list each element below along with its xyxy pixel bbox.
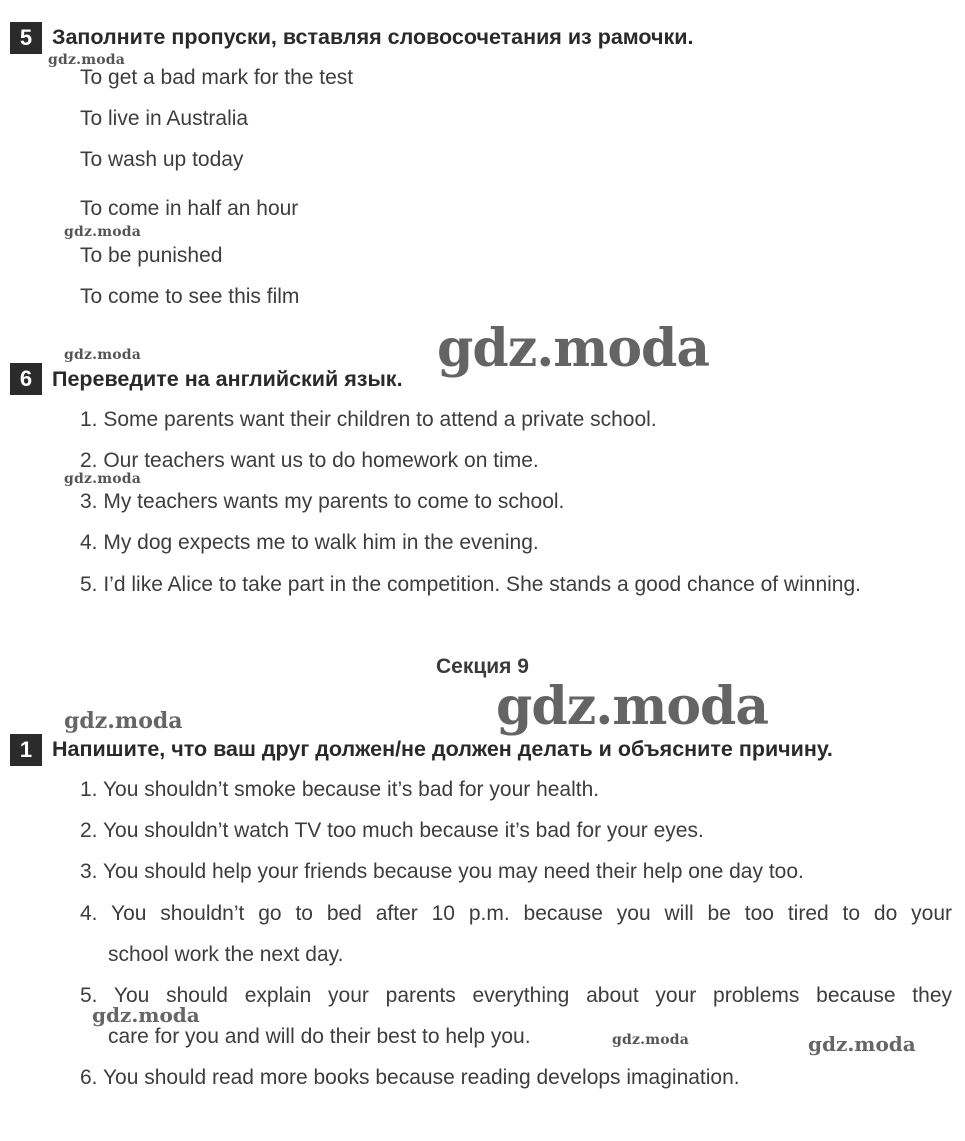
watermark: gdz.moda <box>64 708 183 734</box>
watermark: gdz.moda <box>92 1003 200 1027</box>
ex1-item: 3. You should help your friends because you may need their help one day too. <box>80 860 804 883</box>
exercise-6-instruction: Переведите на английский язык. <box>52 367 403 391</box>
ex6-item: 4. My dog expects me to walk him in the evening. <box>80 531 539 554</box>
exercise-5-number: 5 <box>10 22 42 54</box>
exercise-1-instruction: Напишите, что ваш друг должен/не должен делать и объясните причину. <box>52 737 833 761</box>
ex6-item: 5. I’d like Alice to take part in the competition. She stands a good chance of winning. <box>80 573 861 596</box>
watermark: gdz.moda <box>48 52 126 68</box>
ex5-item: To get a bad mark for the test <box>80 66 354 89</box>
ex1-item: 2. You shouldn’t watch TV too much because it’s bad for your eyes. <box>80 819 704 842</box>
watermark: gdz.moda <box>64 347 142 363</box>
watermark: gdz.moda <box>64 224 142 240</box>
ex5-item: To come in half an hour <box>80 197 299 220</box>
exercise-1-number: 1 <box>10 734 42 766</box>
ex5-item: To come to see this film <box>80 285 300 308</box>
ex1-item: 4. You shouldn’t go to bed after 10 p.m. because you will be too tired to do your <box>80 902 952 925</box>
ex6-item: 3. My teachers wants my parents to come to school. <box>80 490 565 513</box>
watermark-large: gdz.moda <box>496 676 769 737</box>
ex5-item: To live in Australia <box>80 107 249 130</box>
section-title: Секция 9 <box>436 655 529 678</box>
ex1-item: 6. You should read more books because reading develops imagination. <box>80 1066 740 1089</box>
watermark: gdz.moda <box>808 1032 916 1056</box>
exercise-5-instruction: Заполните пропуски, вставляя словосочетания из рамочки. <box>52 25 694 49</box>
ex5-item: To wash up today <box>80 148 244 171</box>
ex6-item: 2. Our teachers want us to do homework on time. <box>80 449 539 472</box>
ex5-item: To be punished <box>80 244 223 267</box>
ex1-item: 1. You shouldn’t smoke because it’s bad for your health. <box>80 778 600 801</box>
ex6-item: 1. Some parents want their children to attend a private school. <box>80 408 657 431</box>
ex1-item: 5. You should explain your parents everything about your problems because they <box>80 984 952 1007</box>
watermark: gdz.moda <box>612 1032 690 1048</box>
exercise-6-number: 6 <box>10 363 42 395</box>
watermark: gdz.moda <box>64 471 142 487</box>
ex1-item-continuation: care for you and will do their best to help you. <box>108 1025 531 1048</box>
watermark-large: gdz.moda <box>437 318 710 379</box>
ex1-item-continuation: school work the next day. <box>108 943 344 966</box>
